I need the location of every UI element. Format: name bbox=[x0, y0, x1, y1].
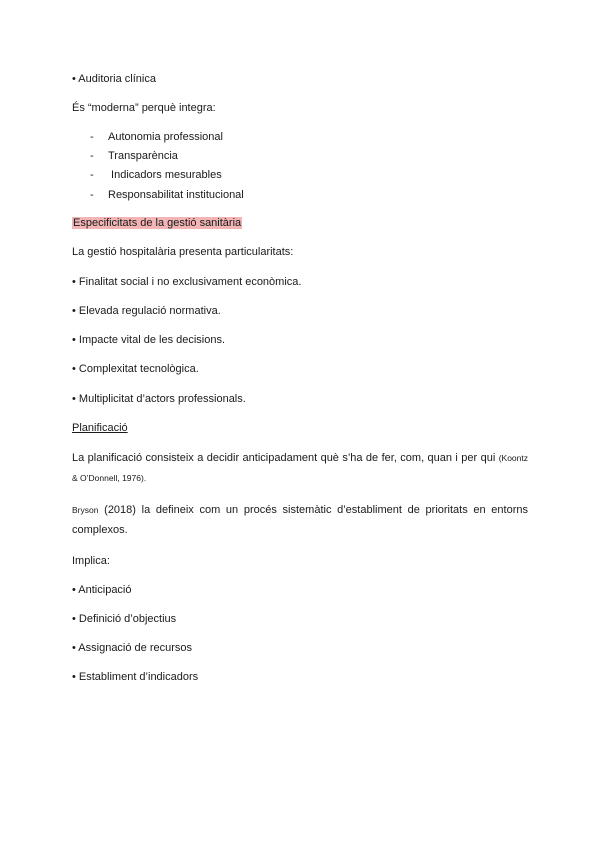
dash-marker: - bbox=[90, 169, 94, 181]
bullet-item: • Anticipació bbox=[72, 584, 132, 596]
citation-bryson: Bryson bbox=[72, 505, 99, 515]
section1-intro: La gestió hospitalària presenta particularitats: bbox=[72, 246, 294, 258]
dash-item-text: Autonomia professional bbox=[108, 131, 223, 143]
dash-item-text: Indicadors mesurables bbox=[108, 169, 222, 181]
dash-list-item bbox=[90, 188, 244, 202]
bullet-item: • Finalitat social i no exclusivament econòmica. bbox=[72, 276, 302, 288]
planning-definition bbox=[72, 448, 528, 488]
dash-list-item bbox=[90, 168, 222, 182]
bullet-item: • Multiplicitat d’actors professionals. bbox=[72, 393, 246, 405]
bullet-item: • Impacte vital de les decisions. bbox=[72, 334, 226, 346]
bullet-item: • Elevada regulació normativa. bbox=[72, 305, 221, 317]
citation-koontz: (Koontz & O’Donnell, 1976). bbox=[72, 453, 528, 483]
dash-list-item bbox=[90, 130, 223, 144]
bullet-item: • Assignació de recursos bbox=[72, 642, 193, 654]
dash-item-text: Transparència bbox=[108, 150, 178, 162]
bullet-item: • Establiment d’indicadors bbox=[72, 671, 199, 683]
modern-intro: És “moderna” perquè integra: bbox=[72, 102, 216, 114]
section-heading-planificacio: Planificació bbox=[72, 422, 128, 434]
dash-marker: - bbox=[90, 131, 94, 143]
dash-list-item bbox=[90, 149, 178, 163]
bullet-auditoria: • Auditoria clínica bbox=[72, 73, 156, 85]
planning-definition-text: La planificació consisteix a decidir anticipadament què s’ha de fer, com, quan i per qui bbox=[72, 452, 499, 464]
dash-item-text: Responsabilitat institucional bbox=[108, 189, 244, 201]
bryson-paragraph bbox=[72, 500, 528, 540]
bryson-text: (2018) la defineix com un procés sistemàtic d’establiment de prioritats en entorns complexos. bbox=[72, 504, 528, 536]
section-heading-especificitats bbox=[72, 216, 242, 230]
dash-marker: - bbox=[90, 150, 94, 162]
bullet-item: • Complexitat tecnològica. bbox=[72, 363, 199, 375]
implica-label: Implica: bbox=[72, 555, 110, 567]
bullet-item: • Definició d’objectius bbox=[72, 613, 177, 625]
highlighted-heading: Especificitats de la gestió sanitària bbox=[73, 217, 242, 229]
dash-marker: - bbox=[90, 189, 94, 201]
